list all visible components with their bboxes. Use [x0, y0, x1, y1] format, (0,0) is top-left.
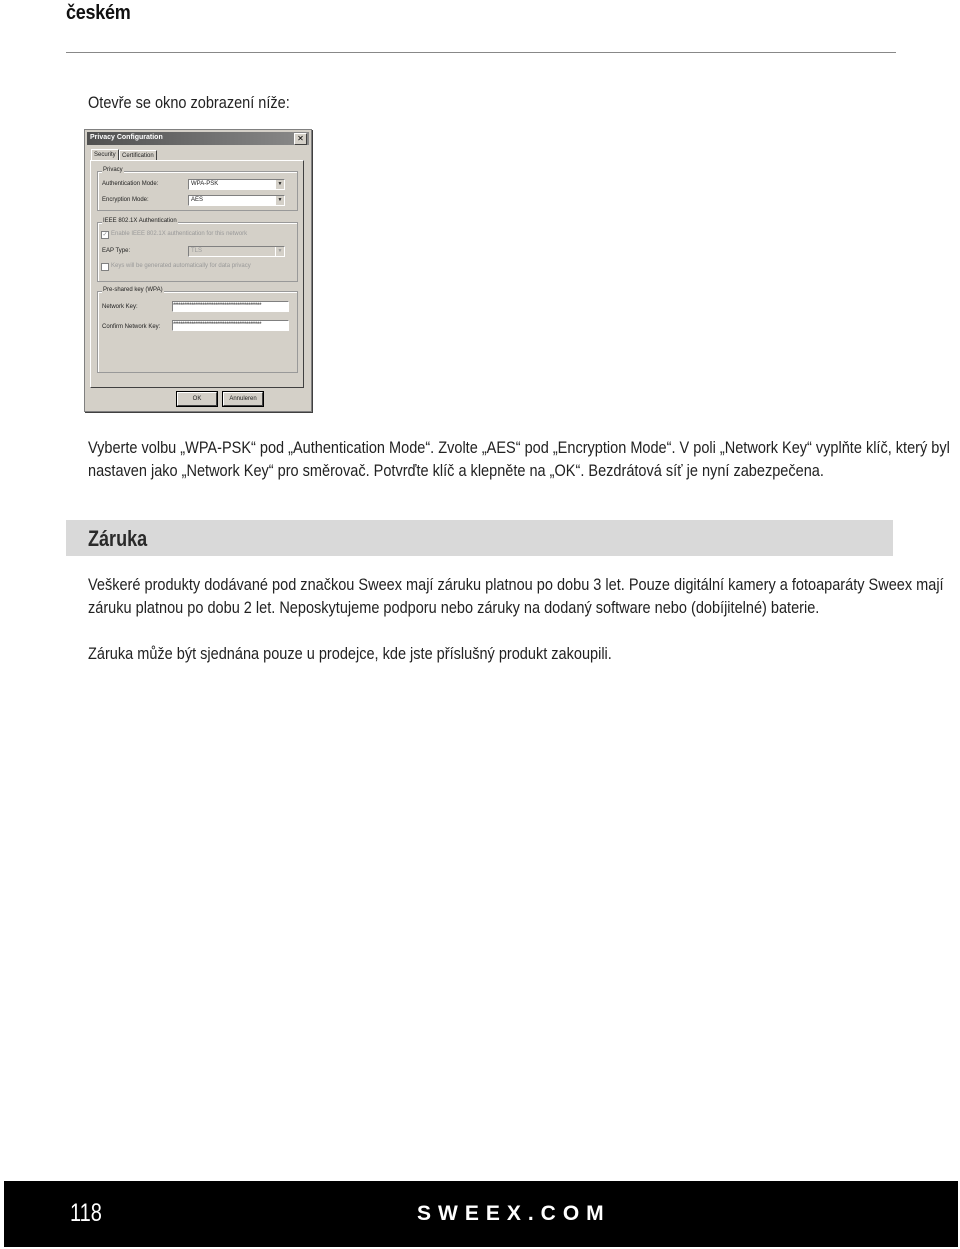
page-header-title: českém [66, 2, 131, 24]
chevron-down-icon: ▼ [275, 247, 284, 256]
privacy-group [97, 167, 298, 211]
enc-mode-label: Encryption Mode: [102, 197, 149, 203]
warranty-paragraph [88, 574, 944, 620]
dialog-titlebar [87, 132, 309, 145]
section-title: Záruka [88, 526, 148, 551]
network-key-field[interactable]: ************************************************ [172, 301, 289, 312]
auth-mode-value: WPA-PSK [191, 181, 219, 187]
ieee-group [97, 218, 298, 282]
cancel-button[interactable]: Annuleren [223, 392, 263, 406]
tab-security[interactable]: Security [91, 149, 119, 161]
psk-group-label: Pre-shared key (WPA) [103, 287, 163, 293]
page-number: 118 [70, 1199, 102, 1227]
instructions-paragraph [88, 437, 950, 483]
warranty-note-line: Záruka může být sjednána pouze u prodejce, kde jste příslušný produkt zakoupili. [88, 645, 612, 663]
chevron-down-icon: ▼ [275, 180, 284, 189]
keys-auto-checkbox[interactable] [101, 263, 109, 271]
enable-ieee-checkbox[interactable]: ✓ [102, 232, 108, 238]
keys-auto-label: Keys will be generated automatically for data privacy [111, 263, 251, 269]
ok-button[interactable]: OK [177, 392, 217, 406]
brand-logo: SWEEX.COM [417, 1202, 611, 1225]
instructions-line: Vyberte volbu „WPA-PSK“ pod „Authentication Mode“. Zvolte „AES“ pod „Encryption Mode“. V poli „Network Key“ vyplňte klíč, který byl [88, 439, 950, 457]
eap-type-value: TLS [191, 248, 203, 254]
warranty-line: Veškeré produkty dodávané pod značkou Sweex mají záruku platnou po dobu 3 let. Pouze digitální kamery a fotoaparáty Sweex mají [88, 576, 944, 594]
psk-group [97, 287, 298, 373]
eap-type-label: EAP Type: [102, 248, 131, 254]
dialog-panel [90, 160, 304, 388]
confirm-key-label: Confirm Network Key: [102, 324, 161, 330]
enc-mode-value: AES [191, 197, 204, 203]
dialog-title: Privacy Configuration [90, 134, 163, 141]
page-footer [4, 1181, 958, 1247]
header-divider [66, 52, 896, 53]
instructions-line: nastaven jako „Network Key“ pro směrovač. Potvrďte klíč a klepněte na „OK“. Bezdrátová síť je nyní zabezpečena. [88, 462, 824, 480]
auth-mode-label: Authentication Mode: [102, 181, 159, 187]
intro-text: Otevře se okno zobrazení níže: [88, 94, 290, 112]
ieee-group-label: IEEE 802.1X Authentication [103, 218, 177, 224]
chevron-down-icon: ▼ [275, 196, 284, 205]
eap-type-select[interactable] [188, 246, 285, 257]
warranty-line: záruku platnou po dobu 2 let. Neposkytujeme podporu nebo záruky na dodaný software nebo (dobíjitelné) baterie. [88, 599, 820, 617]
close-icon[interactable]: ✕ [294, 133, 307, 145]
section-header [66, 520, 893, 556]
confirm-key-field[interactable]: ************************************************ [172, 320, 289, 331]
enable-ieee-label: Enable IEEE 802.1X authentication for this network [111, 231, 248, 237]
warranty-note [88, 643, 906, 666]
privacy-group-label: Privacy [103, 167, 123, 173]
tab-certification[interactable]: Certification [119, 150, 157, 161]
enc-mode-select[interactable] [188, 195, 285, 206]
auth-mode-select[interactable] [188, 179, 285, 190]
network-key-label: Network Key: [102, 304, 138, 310]
privacy-configuration-dialog [84, 129, 312, 412]
